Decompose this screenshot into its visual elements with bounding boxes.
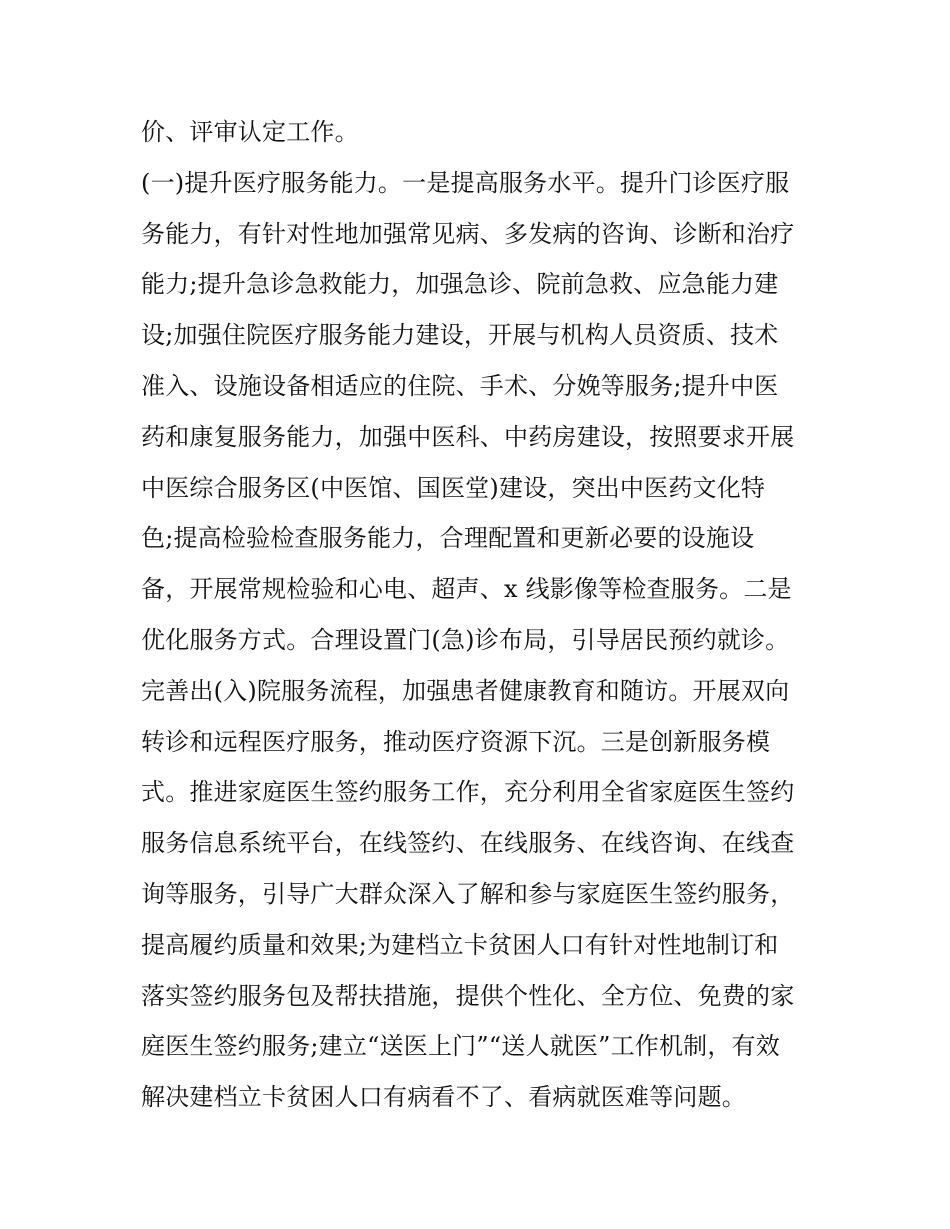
text-line: 准入、设施设备相适应的住院、手术、分娩等服务;提升中医 — [141, 371, 779, 400]
text-line: 式。推进家庭医生签约服务工作，充分利用全省家庭医生签约 — [141, 778, 795, 807]
text-line: 服务信息系统平台，在线签约、在线服务、在线咨询、在线查 — [141, 829, 795, 858]
text-line: (一)提升医疗服务能力。一是提高服务水平。提升门诊医疗服 — [141, 168, 790, 197]
body-text — [141, 107, 821, 1123]
text-line: 询等服务，引导广大群众深入了解和参与家庭医生签约服务， — [141, 879, 795, 908]
text-line: 转诊和远程医疗服务，推动医疗资源下沉。三是创新服务模 — [141, 727, 771, 756]
text-line: 色;提高检验检查服务能力，合理配置和更新必要的设施设 — [141, 524, 755, 553]
text-line: 提高履约质量和效果;为建档立卡贫困人口有针对性地制订和 — [141, 930, 779, 959]
text-line: 药和康复服务能力，加强中医科、中药房建设，按照要求开展 — [141, 422, 795, 451]
text-line: 优化服务方式。合理设置门(急)诊布局，引导居民预约就诊。 — [141, 625, 790, 654]
text-line: 能力;提升急诊急救能力，加强急诊、院前急救、应急能力建 — [141, 270, 779, 299]
text-line: 务能力，有针对性地加强常见病、多发病的咨询、诊断和治疗 — [141, 219, 795, 248]
text-line: 完善出(入)院服务流程，加强患者健康教育和随访。开展双向 — [141, 676, 790, 705]
text-line: 备，开展常规检验和心电、超声、x 线影像等检查服务。二是 — [141, 575, 792, 604]
text-line: 解决建档立卡贫困人口有病看不了、看病就医难等问题。 — [141, 1083, 746, 1112]
text-line: 庭医生签约服务;建立“送医上门”“送人就医”工作机制，有效 — [141, 1032, 780, 1061]
text-line: 落实签约服务包及帮扶措施，提供个性化、全方位、免费的家 — [141, 981, 795, 1010]
text-line: 中医综合服务区(中医馆、国医堂)建设，突出中医药文化特 — [141, 473, 766, 502]
text-line: 价、评审认定工作。 — [141, 118, 359, 146]
text-line: 设;加强住院医疗服务能力建设，开展与机构人员资质、技术 — [141, 321, 779, 350]
